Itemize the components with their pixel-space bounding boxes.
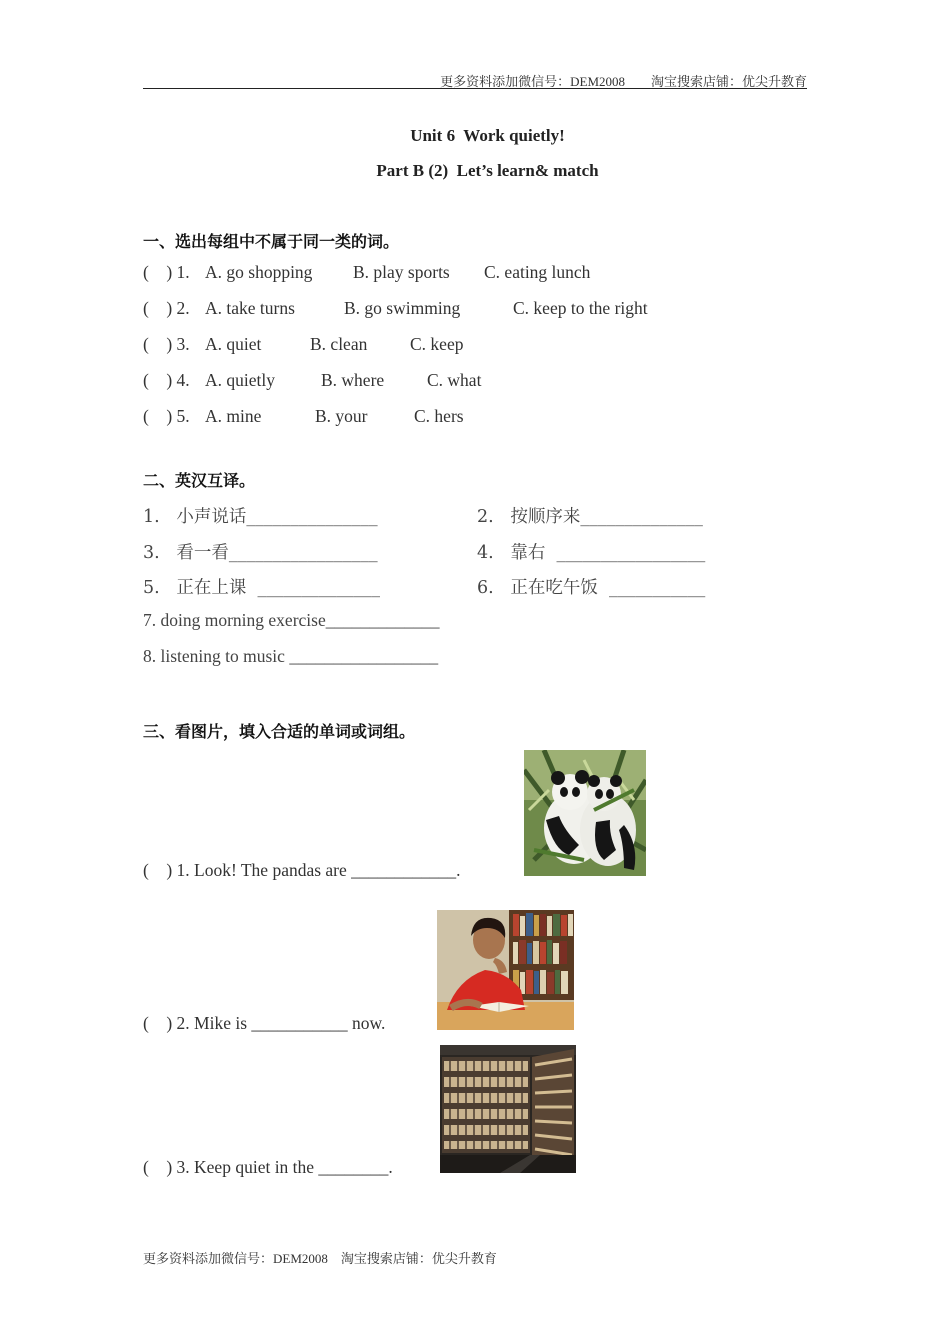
s1-q5-c: C. hers: [414, 406, 464, 426]
s1-q3-num: ( ) 3.: [143, 334, 190, 354]
s1-q2-b: B. go swimming: [344, 298, 461, 318]
s2-item-1: 1. 小声说话_______________: [143, 507, 378, 527]
s1-q2-a: A. take turns: [205, 298, 295, 318]
s1-q4-a: A. quietly: [205, 370, 275, 390]
s1-q5-a: A. mine: [205, 406, 262, 426]
s1-q5-num: ( ) 5.: [143, 406, 190, 426]
header-rule: [143, 88, 807, 89]
s1-q2-c: C. keep to the right: [513, 298, 648, 318]
boy-reading-photo: [437, 910, 574, 1030]
s1-q3-a: A. quiet: [205, 334, 262, 354]
panda-photo: [524, 750, 646, 876]
footer-note: 更多资料添加微信号：DEM2008 淘宝搜索店铺：优尖升教育: [143, 1251, 497, 1266]
s3-question-3: ( ) 3. Keep quiet in the ________.: [143, 1157, 393, 1177]
section2-heading: 二、英汉互译。: [143, 471, 256, 490]
s2-item-6: 6. 正在吃午饭 ___________: [477, 578, 706, 598]
s2-item-4: 4. 靠右 _________________: [477, 543, 706, 563]
s1-q3-b: B. clean: [310, 334, 368, 354]
header-note: 更多资料添加微信号：DEM2008 淘宝搜索店铺：优尖升教育: [440, 74, 807, 89]
panda-illustration: [524, 750, 646, 876]
s2-item-8: 8. listening to music _________________: [143, 646, 439, 666]
library-illustration: [440, 1045, 576, 1173]
s1-q3-c: C. keep: [410, 334, 464, 354]
s1-q2-num: ( ) 2.: [143, 298, 190, 318]
library-photo: [440, 1045, 576, 1173]
s1-q1-c: C. eating lunch: [484, 262, 591, 282]
unit-title: Unit 6 Work quietly!: [410, 126, 565, 145]
s1-q1-a: A. go shopping: [205, 262, 313, 282]
s2-item-2: 2. 按顺序来______________: [477, 507, 703, 527]
s1-q5-b: B. your: [315, 406, 368, 426]
section3-heading: 三、看图片，填入合适的单词或词组。: [143, 722, 416, 741]
part-title: Part B (2) Let’s learn& match: [376, 161, 599, 180]
s2-item-3: 3. 看一看_________________: [143, 543, 378, 563]
s1-q4-b: B. where: [321, 370, 385, 390]
s3-question-1: ( ) 1. Look! The pandas are ____________.: [143, 860, 461, 880]
s1-q4-c: C. what: [427, 370, 482, 390]
s2-item-5: 5. 正在上课 ______________: [143, 578, 381, 598]
s2-item-7: 7. doing morning exercise_____________: [143, 610, 440, 630]
section1-heading: 一、选出每组中不属于同一类的词。: [143, 232, 400, 251]
s1-q4-num: ( ) 4.: [143, 370, 190, 390]
s1-q1-num: ( ) 1.: [143, 262, 190, 282]
s1-q1-b: B. play sports: [353, 262, 450, 282]
s3-question-2: ( ) 2. Mike is ___________ now.: [143, 1013, 386, 1033]
boy-reading-illustration: [437, 910, 574, 1030]
